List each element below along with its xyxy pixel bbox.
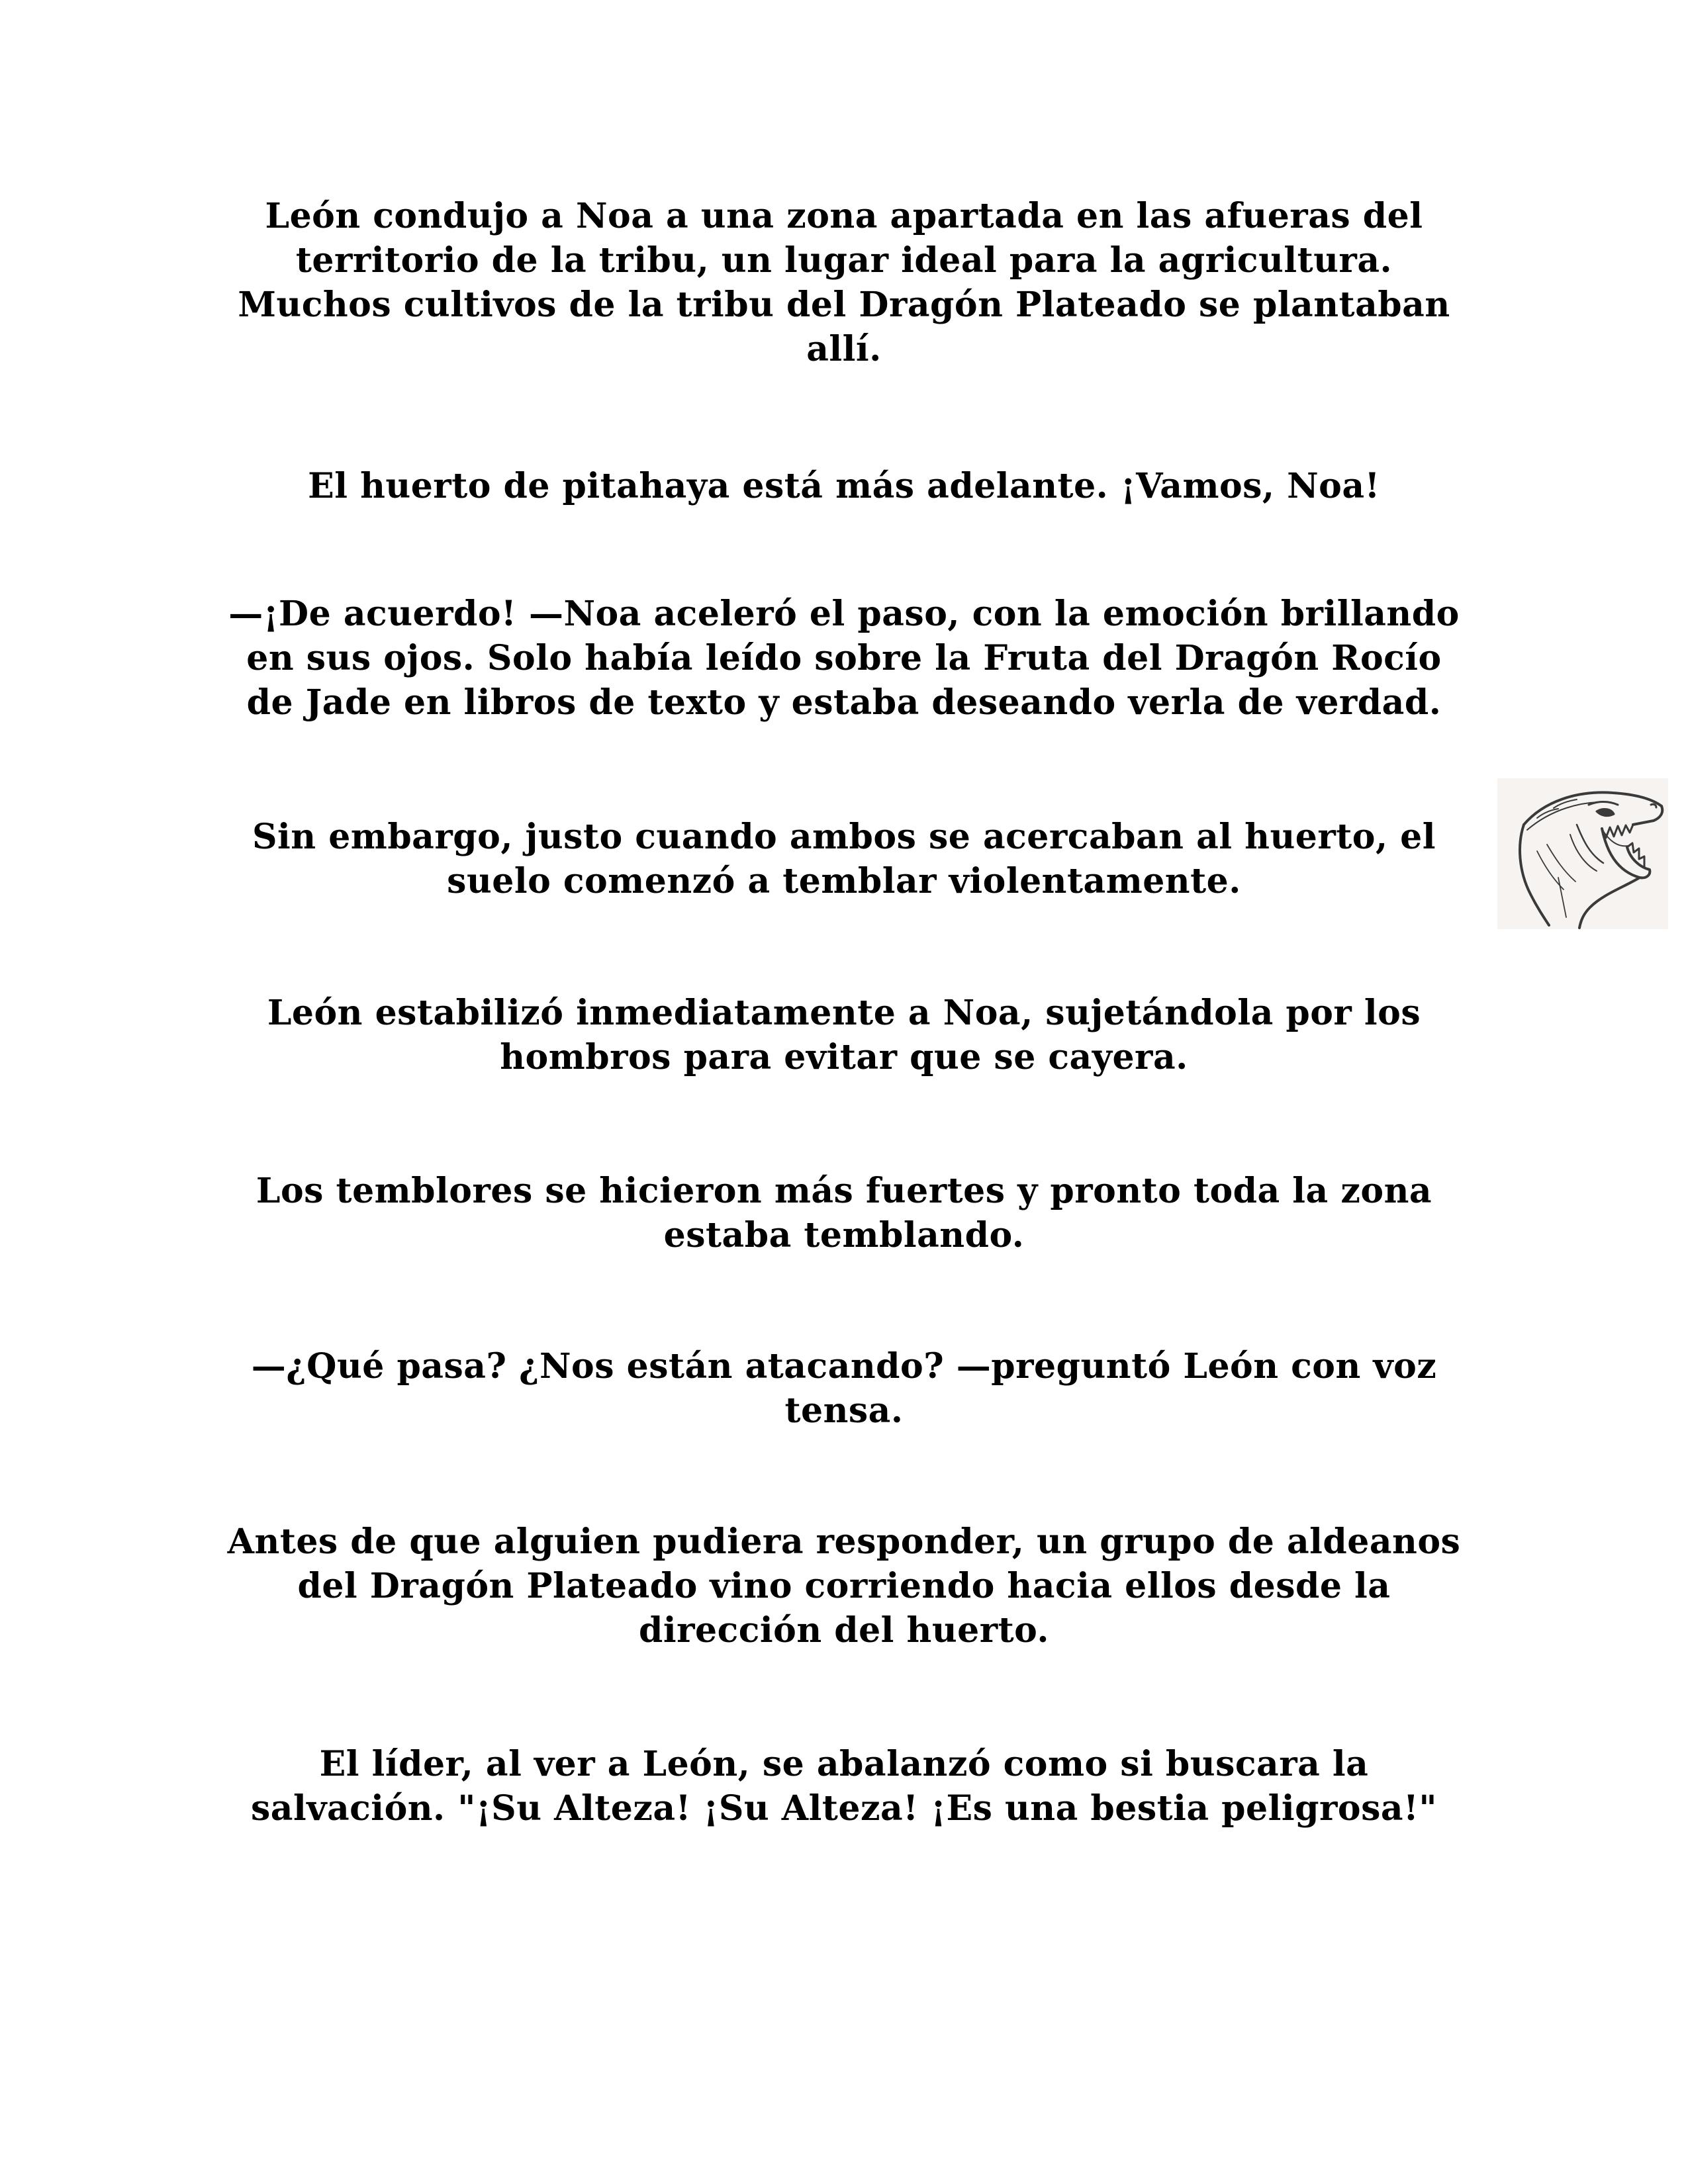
dinosaur-head-sketch-icon: [1497, 778, 1668, 929]
paragraph-line: en sus ojos. Solo había leído sobre la Fruta del Dragón Rocío: [246, 638, 1442, 678]
paragraph-line: El huerto de pitahaya está más adelante. ¡Vamos, Noa!: [308, 466, 1380, 506]
paragraph-line: del Dragón Plateado vino corriendo hacia ellos desde la: [297, 1566, 1391, 1606]
paragraph-5: [199, 991, 1489, 1079]
paragraph-8: [199, 1520, 1489, 1653]
paragraph-line: estaba temblando.: [663, 1215, 1025, 1255]
paragraph-line: de Jade en libros de texto y estaba deseando verla de verdad.: [246, 682, 1442, 723]
paragraph-line: hombros para evitar que se cayera.: [500, 1037, 1188, 1077]
paragraph-4: [199, 815, 1489, 903]
paragraph-line: El líder, al ver a León, se abalanzó como si buscara la: [319, 1744, 1369, 1784]
paragraph-line: Los temblores se hicieron más fuertes y pronto toda la zona: [256, 1171, 1432, 1211]
paragraph-line: tensa.: [784, 1390, 904, 1431]
paragraph-line: —¿Qué pasa? ¿Nos están atacando? —preguntó León con voz: [251, 1346, 1437, 1387]
paragraph-line: León estabilizó inmediatamente a Noa, sujetándola por los: [267, 993, 1421, 1033]
paragraph-line: suelo comenzó a temblar violentamente.: [447, 861, 1241, 901]
paragraph-line: Sin embargo, justo cuando ambos se acercaban al huerto, el: [252, 817, 1436, 857]
paragraph-1: [199, 194, 1489, 371]
paragraph-line: León condujo a Noa a una zona apartada en las afueras del: [265, 196, 1423, 236]
paragraph-line: Antes de que alguien pudiera responder, un grupo de aldeanos: [227, 1522, 1461, 1562]
paragraph-line: dirección del huerto.: [638, 1610, 1050, 1651]
paragraph-line: territorio de la tribu, un lugar ideal para la agricultura.: [295, 240, 1393, 281]
paragraph-line: Muchos cultivos de la tribu del Dragón Plateado se plantaban: [238, 285, 1450, 325]
paragraph-9: [199, 1742, 1489, 1831]
paragraph-6: [199, 1169, 1489, 1257]
paragraph-2: [199, 464, 1489, 508]
paragraph-3: [199, 592, 1489, 725]
paragraph-line: —¡De acuerdo! —Noa aceleró el paso, con la emoción brillando: [228, 594, 1460, 634]
paragraph-line: allí.: [806, 329, 882, 369]
paragraph-line: salvación. "¡Su Alteza! ¡Su Alteza! ¡Es una bestia peligrosa!": [251, 1788, 1437, 1829]
paragraph-7: [199, 1344, 1489, 1433]
